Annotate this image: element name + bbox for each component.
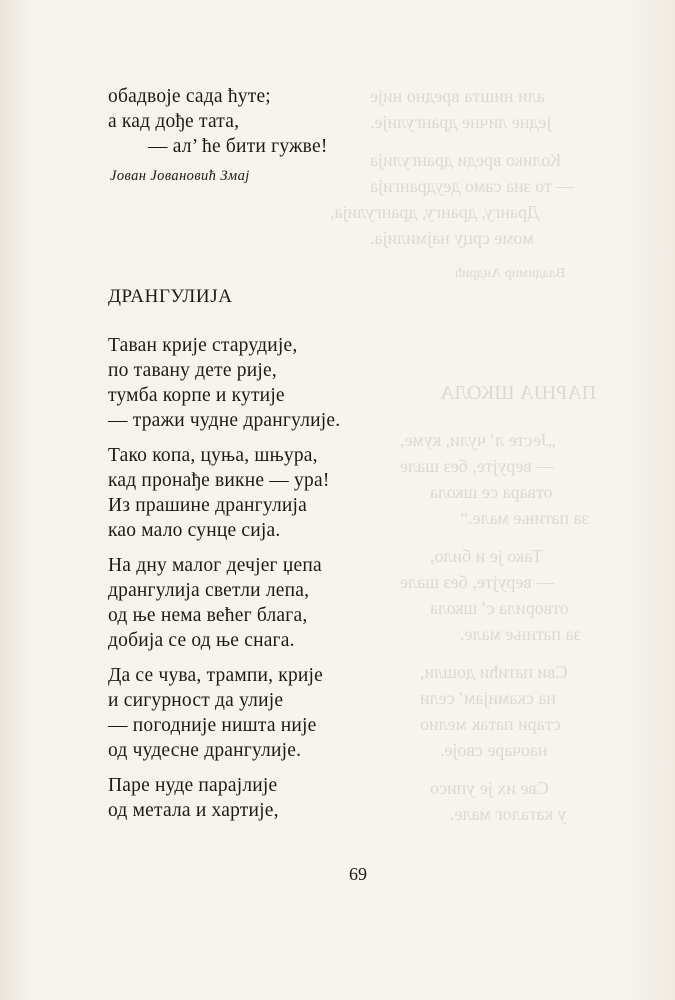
poem-line: добија се од ње снага. (108, 630, 295, 651)
poem-line: Из прашине дрангулија (108, 495, 308, 516)
stanza-3 (108, 553, 408, 653)
stanza-4 (108, 663, 408, 763)
poem-line: од метала и хартије, (108, 800, 279, 821)
poem-line: Паре нуде парајлије (108, 775, 278, 796)
poem-line: по тавану дете рије, (108, 360, 277, 381)
poem-line: кад пронађе викне — ура! (108, 470, 330, 491)
stanza-2 (108, 443, 408, 543)
poem-line: Да се чува, трампи, крије (108, 665, 324, 686)
poem-line: Тако копа, цуња, шњура, (108, 445, 318, 466)
poem-line: а кад дође тата, (108, 111, 240, 132)
stanza-5 (108, 773, 408, 823)
poem-author: Јован Јовановић Змај (110, 168, 250, 184)
poem-line: — ал’ ће бити гужве! (148, 136, 328, 157)
poem-line: као мало сунце сија. (108, 520, 281, 541)
poem-line: од ње нема већег блага, (108, 605, 308, 626)
poem-line: — погодније ништа није (108, 715, 317, 736)
poem-line: Таван крије старудије, (108, 335, 298, 356)
poem-line: — тражи чудне дрангулије. (108, 410, 341, 431)
poem-line: На дну малог дечјег џепа (108, 555, 322, 576)
poem-line: тумба корпе и кутије (108, 385, 285, 406)
poem-line: и сигурност да улије (108, 690, 284, 711)
poem-line: од чудесне дрангулије. (108, 740, 302, 761)
poem-line: дрангулија светли лепа, (108, 580, 310, 601)
stanza-1 (108, 333, 408, 433)
poem-line: обадвоје сада ћуте; (108, 86, 271, 107)
poem-title: ДРАНГУЛИЈА (108, 286, 233, 307)
previous-poem-ending (108, 84, 408, 159)
reverse-side-bleed-through: али ништа вредно није једне личне дрангулије. Колико вреди дрангулија — то зна само деудрангија Дрангу, дрангу, дрангулија, моме срцу најмилија. Владимир Андрић ПАРНЈА ШКОЛА „Јесте л’ чули, куме, — верујте, без шале отвара се школа за патиње мале.“ Тако је и било, — верујте, без шале отворила с’ школа за патиње мале. Сви патићи дошли, на скамијам’ сели стари патак мелио наочаре своје. Све их је уписо у каталог мале. (330, 86, 597, 824)
page-number: 69 (349, 864, 367, 884)
